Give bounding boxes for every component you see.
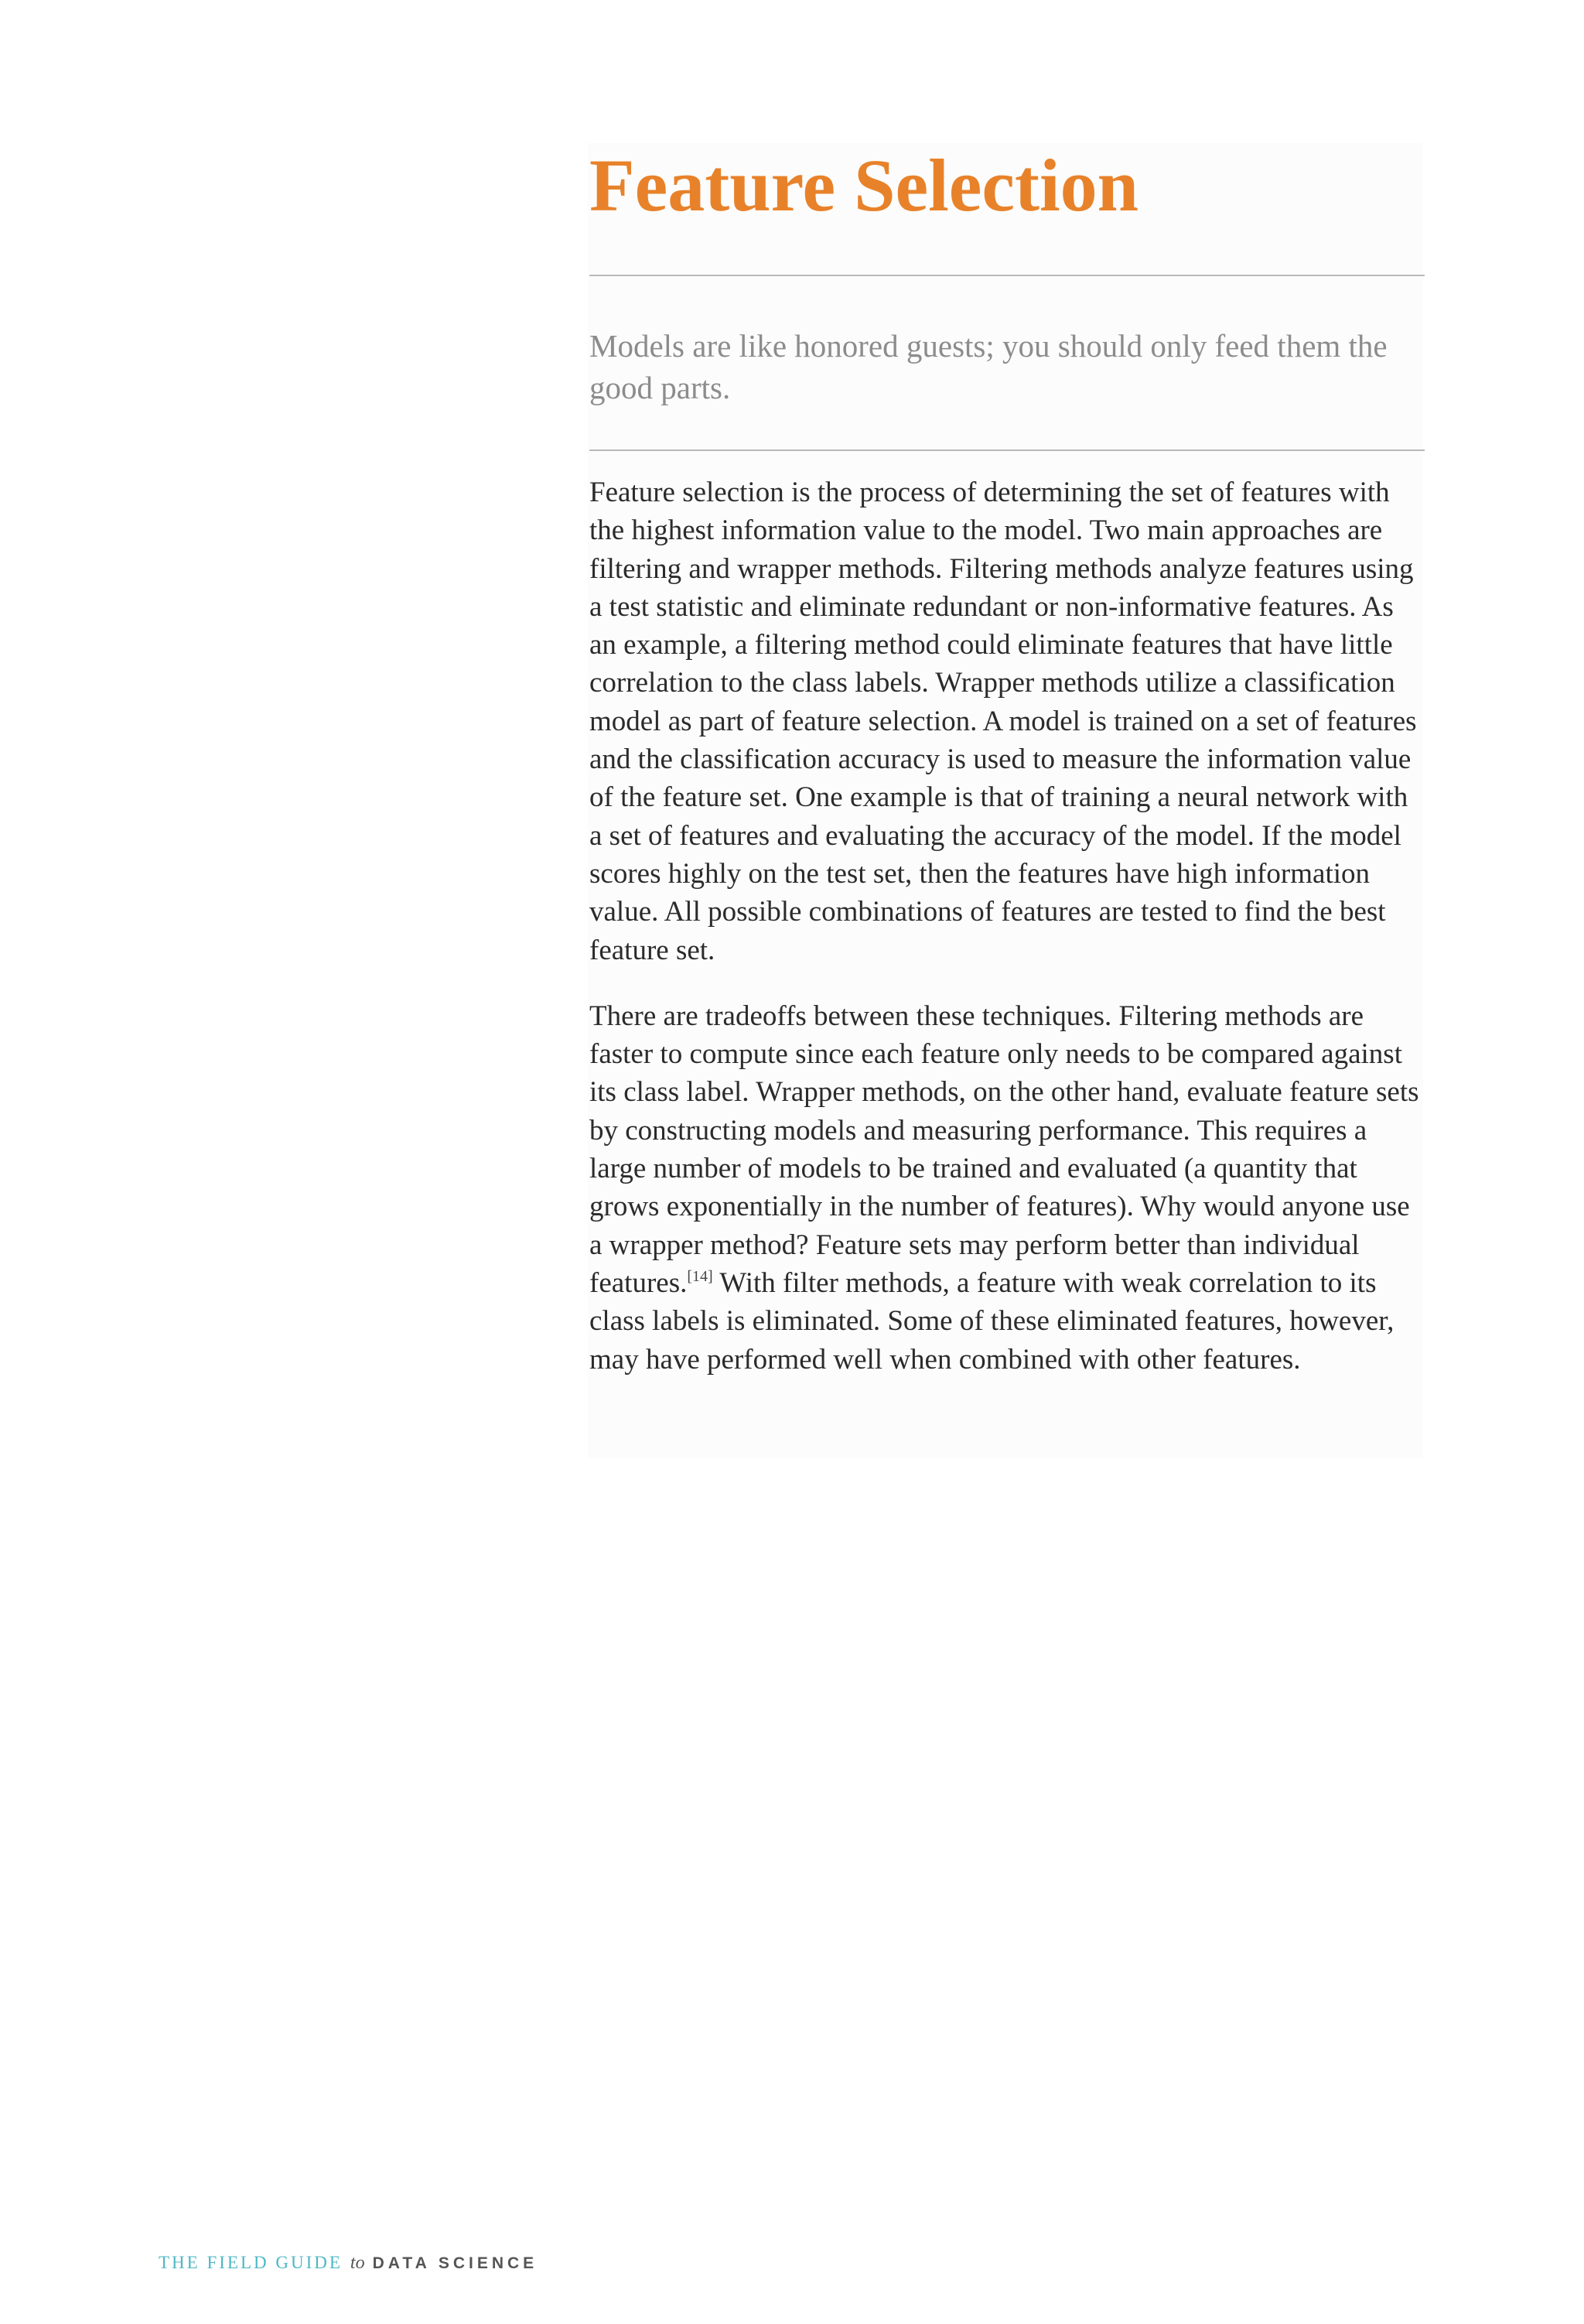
body-text — [589, 473, 1425, 1406]
paragraph-2-text-before-ref: There are tradeoffs between these techniques. Filtering methods are faster to compute since each feature only needs to be compared against its class label. Wrapper methods, on the other hand, evaluate feature sets by constructing models and measuring performance. This requires a large number of models to be trained and evaluated (a quantity that grows exponentially in the number of features). Why would anyone use a wrapper method? Feature sets may perform better than individual features. — [589, 1000, 1419, 1299]
paragraph-2-text-after-ref: With filter methods, a feature with weak correlation to its class labels is eliminated. Some of these eliminated features, however, may have performed well when combined with other features. — [589, 1266, 1395, 1376]
footer — [159, 2251, 538, 2275]
footer-subject: DATA SCIENCE — [372, 2254, 538, 2272]
footer-guide-title: THE FIELD GUIDE — [159, 2253, 343, 2272]
paragraph-1: Feature selection is the process of determining the set of features with the highest information value to the model. Two main approaches are filtering and wrapper methods. Filtering methods analyze features using a test statistic and eliminate redundant or non-informative features. As an example, a filtering method could eliminate features that have little correlation to the class labels. Wrapper methods utilize a classification model as part of feature selection. A model is trained on a set of features and the classification accuracy is used to measure the information value of the feature set. One example is that of training a neural network with a set of features and evaluating the accuracy of the model. If the model scores highly on the test set, then the features have high information value. All possible combinations of features are tested to find the best feature set. — [589, 477, 1417, 966]
epigraph-quote: Models are like honored guests; you should only feed them the good parts. — [589, 328, 1388, 405]
page-title: Feature Selection — [589, 144, 1139, 227]
bottom-divider — [589, 449, 1425, 451]
paragraph-2 — [589, 997, 1425, 1379]
footer-to: to — [350, 2253, 365, 2273]
top-divider — [589, 275, 1425, 276]
citation-ref: [14] — [687, 1267, 713, 1285]
